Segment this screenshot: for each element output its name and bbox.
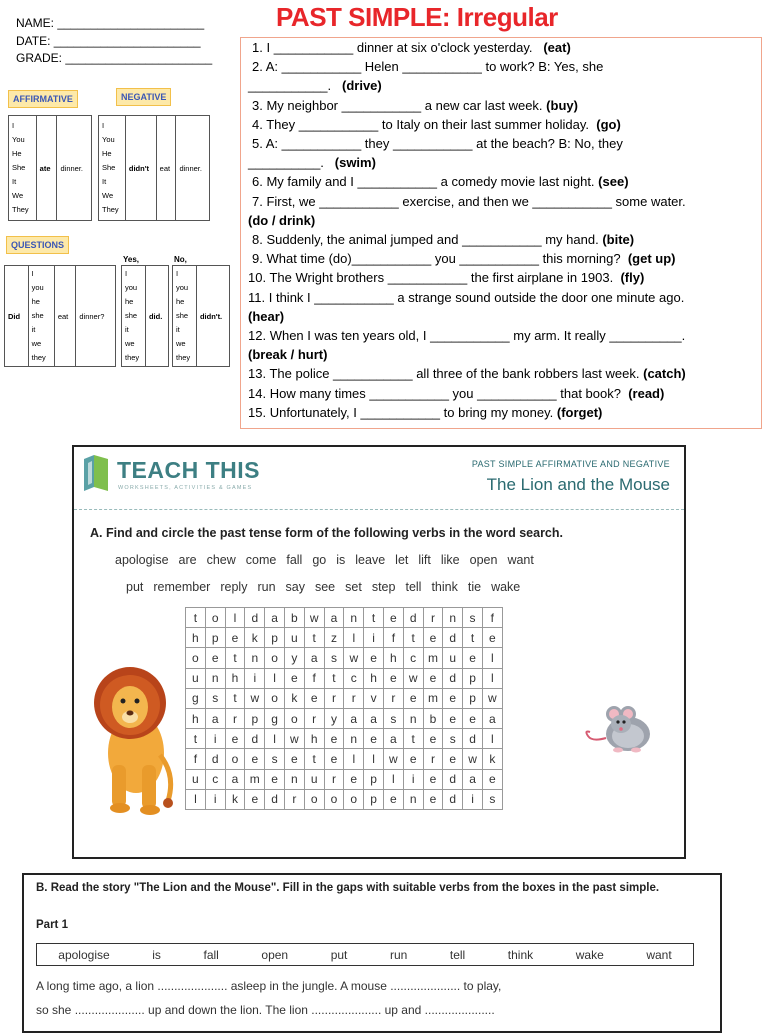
- grid-letter[interactable]: p: [245, 708, 265, 728]
- verb-word: is: [336, 553, 346, 567]
- grid-letter[interactable]: d: [443, 628, 463, 648]
- grid-letter[interactable]: t: [186, 608, 206, 628]
- lion-illustration: [84, 655, 180, 815]
- grid-letter[interactable]: n: [284, 769, 304, 789]
- verb-bank-word: is: [152, 947, 161, 962]
- grid-letter[interactable]: y: [284, 648, 304, 668]
- affirmative-table: [8, 115, 92, 221]
- grid-row: [186, 769, 503, 789]
- grid-letter[interactable]: e: [225, 729, 245, 749]
- grid-letter[interactable]: m: [423, 688, 443, 708]
- grid-letter[interactable]: g: [265, 708, 285, 728]
- grid-letter[interactable]: h: [225, 668, 245, 688]
- grid-letter[interactable]: e: [463, 708, 483, 728]
- verb-word: tell: [405, 580, 422, 594]
- verb-bank-word: open: [261, 947, 289, 962]
- grid-letter[interactable]: t: [403, 729, 423, 749]
- grid-letter[interactable]: e: [344, 769, 364, 789]
- grid-letter[interactable]: i: [205, 729, 225, 749]
- affirmative-object: dinner.: [57, 116, 92, 221]
- grid-letter[interactable]: e: [205, 648, 225, 668]
- grid-letter[interactable]: o: [304, 789, 324, 809]
- exercise-item: 13. The police ___________ all three of the bank robbers last week. (catch): [248, 366, 686, 382]
- exercise-item: 5. A: ___________ they ___________ at the beach? B: No, they: [252, 136, 623, 152]
- grid-letter[interactable]: e: [383, 608, 403, 628]
- grid-letter[interactable]: s: [265, 749, 285, 769]
- teachthis-brand: TEACH THIS: [117, 457, 260, 483]
- verb-bank-word: fall: [203, 947, 219, 962]
- grid-letter[interactable]: w: [463, 749, 483, 769]
- verb-list-row-2: [126, 580, 530, 594]
- grid-row: [186, 628, 503, 648]
- grid-letter[interactable]: e: [482, 769, 502, 789]
- pronoun-list: I You He She It We They: [99, 116, 126, 221]
- grid-letter[interactable]: w: [284, 729, 304, 749]
- grid-letter[interactable]: s: [324, 648, 344, 668]
- verb-bank-word: run: [389, 947, 408, 962]
- grid-letter[interactable]: f: [186, 749, 206, 769]
- grid-letter[interactable]: p: [364, 789, 384, 809]
- verb-word: think: [431, 580, 458, 594]
- exercise-item: 2. A: ___________ Helen ___________ to work? B: Yes, she: [252, 59, 604, 75]
- verb-bank-word: wake: [575, 947, 604, 962]
- grid-letter[interactable]: k: [284, 688, 304, 708]
- date-field-line: DATE: ______________________: [16, 34, 201, 48]
- negative-verb: eat: [156, 116, 176, 221]
- story-title: The Lion and the Mouse: [486, 475, 670, 494]
- grid-letter[interactable]: d: [403, 608, 423, 628]
- part-label: Part 1: [36, 919, 68, 931]
- grid-letter[interactable]: p: [364, 769, 384, 789]
- grid-letter[interactable]: e: [423, 789, 443, 809]
- short-yes-table: [121, 265, 169, 367]
- verb-word: wake: [491, 580, 521, 594]
- grid-letter[interactable]: l: [364, 749, 384, 769]
- grid-letter[interactable]: z: [324, 628, 344, 648]
- verb-word: come: [245, 553, 277, 567]
- grid-letter[interactable]: r: [344, 688, 364, 708]
- grid-letter[interactable]: w: [482, 688, 502, 708]
- grid-letter[interactable]: w: [245, 688, 265, 708]
- grid-row: [186, 608, 503, 628]
- grid-letter[interactable]: t: [225, 688, 245, 708]
- word-search-grid[interactable]: [185, 607, 503, 810]
- exercise-item-continued: (do / drink): [248, 212, 316, 228]
- grid-letter[interactable]: b: [423, 708, 443, 728]
- grid-letter[interactable]: e: [265, 769, 285, 789]
- grid-letter[interactable]: f: [304, 668, 324, 688]
- grid-letter[interactable]: d: [463, 729, 483, 749]
- grid-letter[interactable]: a: [344, 708, 364, 728]
- grid-letter[interactable]: o: [284, 708, 304, 728]
- grid-letter[interactable]: s: [443, 729, 463, 749]
- grid-letter[interactable]: w: [344, 648, 364, 668]
- grid-letter[interactable]: l: [265, 668, 285, 688]
- worksheet-subtitle: PAST SIMPLE AFFIRMATIVE AND NEGATIVE: [471, 459, 670, 469]
- grid-letter[interactable]: s: [482, 789, 502, 809]
- verb-word: open: [469, 553, 498, 567]
- grid-letter[interactable]: t: [304, 628, 324, 648]
- verb-word: say: [285, 580, 305, 594]
- verb-bank-word: think: [507, 947, 534, 962]
- grid-letter[interactable]: c: [344, 668, 364, 688]
- grid-letter[interactable]: u: [304, 769, 324, 789]
- grid-row: [186, 648, 503, 668]
- grid-letter[interactable]: w: [383, 749, 403, 769]
- grade-field-line: GRADE: ______________________: [16, 51, 213, 65]
- grid-letter[interactable]: l: [482, 668, 502, 688]
- grid-letter[interactable]: a: [324, 608, 344, 628]
- exercise-item: 7. First, we ___________ exercise, and then we ___________ some water.: [252, 193, 686, 209]
- grid-letter[interactable]: f: [383, 628, 403, 648]
- exercise-item: 6. My family and I ___________ a comedy movie last night. (see): [252, 174, 629, 190]
- grid-letter[interactable]: e: [423, 729, 443, 749]
- grid-letter[interactable]: r: [324, 688, 344, 708]
- grid-letter[interactable]: e: [443, 708, 463, 728]
- exercise-item-continued: ___________. (drive): [248, 78, 382, 94]
- grid-letter[interactable]: a: [364, 708, 384, 728]
- grid-letter[interactable]: d: [245, 729, 265, 749]
- grid-letter[interactable]: n: [344, 608, 364, 628]
- grid-letter[interactable]: r: [383, 688, 403, 708]
- grid-row: [186, 688, 503, 708]
- story-line-1: A long time ago, a lion ..................... asleep in the jungle. A mouse ..................... to play,: [36, 979, 502, 993]
- question-table: [4, 265, 116, 367]
- grid-letter[interactable]: u: [186, 668, 206, 688]
- verb-word: set: [345, 580, 362, 594]
- verb-list-row-1: [115, 553, 544, 567]
- grid-letter[interactable]: n: [403, 708, 423, 728]
- grid-letter[interactable]: e: [324, 749, 344, 769]
- grid-letter[interactable]: n: [344, 729, 364, 749]
- grid-letter[interactable]: u: [443, 648, 463, 668]
- grid-letter[interactable]: r: [304, 708, 324, 728]
- grid-letter[interactable]: d: [443, 789, 463, 809]
- exercise-item: 14. How many times ___________ you ___________ that book? (read): [248, 385, 665, 401]
- teachthis-tagline: WORKSHEETS, ACTIVITIES & GAMES: [118, 485, 253, 491]
- grid-letter[interactable]: r: [225, 708, 245, 728]
- pronoun-list: I You He She It We They: [9, 116, 37, 221]
- grid-letter[interactable]: l: [383, 769, 403, 789]
- negative-aux: didn't: [125, 116, 156, 221]
- grid-letter[interactable]: a: [205, 708, 225, 728]
- exercise-item: 8. Suddenly, the animal jumped and ___________ my hand. (bite): [252, 232, 635, 248]
- exercise-box: [240, 37, 762, 429]
- grid-letter[interactable]: y: [324, 708, 344, 728]
- grid-letter[interactable]: e: [383, 789, 403, 809]
- pronoun-list: I you he she it we they: [122, 266, 146, 367]
- grid-letter[interactable]: e: [364, 648, 384, 668]
- grid-letter[interactable]: a: [482, 708, 502, 728]
- grid-letter[interactable]: e: [284, 668, 304, 688]
- grid-letter[interactable]: r: [284, 789, 304, 809]
- exercise-item: 1. I ___________ dinner at six o'clock yesterday. (eat): [252, 40, 571, 55]
- grid-letter[interactable]: c: [205, 769, 225, 789]
- grid-letter[interactable]: e: [225, 628, 245, 648]
- verb-bank-word: put: [330, 947, 348, 962]
- grid-letter[interactable]: k: [482, 749, 502, 769]
- grid-letter[interactable]: e: [423, 628, 443, 648]
- verb-word: are: [178, 553, 197, 567]
- question-aux: Did: [5, 266, 29, 367]
- grid-letter[interactable]: s: [383, 708, 403, 728]
- verb-word: let: [395, 553, 409, 567]
- story-line-2: so she ..................... up and down the lion. The lion ..................... up and .....................: [36, 1003, 495, 1017]
- grid-letter[interactable]: u: [186, 769, 206, 789]
- grid-letter[interactable]: e: [403, 749, 423, 769]
- verb-word: see: [314, 580, 336, 594]
- grid-letter[interactable]: l: [186, 789, 206, 809]
- short-no-answer: didn't.: [196, 266, 229, 367]
- grid-letter[interactable]: b: [284, 608, 304, 628]
- teachthis-logo-icon: [82, 453, 114, 493]
- grid-letter[interactable]: o: [205, 608, 225, 628]
- verb-word: put: [126, 580, 144, 594]
- verb-word: lift: [418, 553, 431, 567]
- grid-row: [186, 789, 503, 809]
- verb-bank-word: apologise: [58, 947, 110, 962]
- grid-letter[interactable]: o: [265, 688, 285, 708]
- grid-letter[interactable]: e: [403, 688, 423, 708]
- grid-letter[interactable]: h: [304, 729, 324, 749]
- header-divider: [74, 509, 684, 510]
- verb-word: apologise: [115, 553, 169, 567]
- grid-letter[interactable]: e: [364, 729, 384, 749]
- verb-bank: [36, 943, 694, 966]
- verb-bank-word: tell: [449, 947, 466, 962]
- grid-letter[interactable]: p: [463, 668, 483, 688]
- grid-letter[interactable]: l: [265, 729, 285, 749]
- verb-word: chew: [206, 553, 236, 567]
- grid-letter[interactable]: p: [205, 628, 225, 648]
- grid-letter[interactable]: i: [403, 769, 423, 789]
- grid-letter[interactable]: h: [186, 628, 206, 648]
- grid-letter[interactable]: d: [205, 749, 225, 769]
- grid-letter[interactable]: c: [403, 648, 423, 668]
- verb-word: fall: [286, 553, 303, 567]
- grid-letter[interactable]: d: [443, 769, 463, 789]
- grid-letter[interactable]: m: [245, 769, 265, 789]
- grid-letter[interactable]: a: [463, 769, 483, 789]
- grid-letter[interactable]: e: [284, 749, 304, 769]
- verb-word: leave: [355, 553, 386, 567]
- grid-row: [186, 668, 503, 688]
- grid-letter[interactable]: o: [324, 789, 344, 809]
- affirmative-verb: ate: [36, 116, 57, 221]
- grid-letter[interactable]: s: [205, 688, 225, 708]
- name-field-line: NAME: ______________________: [16, 16, 205, 30]
- grid-letter[interactable]: r: [423, 608, 443, 628]
- grid-letter[interactable]: e: [324, 729, 344, 749]
- grid-letter[interactable]: e: [463, 648, 483, 668]
- word-search-worksheet: [72, 445, 686, 859]
- grid-letter[interactable]: t: [225, 648, 245, 668]
- exercise-item: 3. My neighbor ___________ a new car last week. (buy): [252, 97, 578, 113]
- grid-letter[interactable]: e: [423, 668, 443, 688]
- grid-letter[interactable]: n: [205, 668, 225, 688]
- grid-letter[interactable]: d: [443, 668, 463, 688]
- verb-bank-word: want: [646, 947, 672, 962]
- grid-letter[interactable]: i: [364, 628, 384, 648]
- grid-letter[interactable]: a: [383, 729, 403, 749]
- grid-letter[interactable]: k: [225, 789, 245, 809]
- exercise-item: 4. They ___________ to Italy on their last summer holiday. (go): [252, 116, 621, 132]
- short-yes-answer: did.: [145, 266, 168, 367]
- grid-letter[interactable]: d: [245, 608, 265, 628]
- grid-letter[interactable]: o: [225, 749, 245, 769]
- mouse-illustration: [584, 700, 654, 756]
- grid-letter[interactable]: i: [463, 789, 483, 809]
- grid-letter[interactable]: g: [186, 688, 206, 708]
- grid-letter[interactable]: e: [443, 688, 463, 708]
- grid-letter[interactable]: l: [482, 648, 502, 668]
- exercise-item-continued: __________. (swim): [248, 155, 376, 171]
- verb-word: tie: [467, 580, 482, 594]
- exercise-item: 10. The Wright brothers ___________ the first airplane in 1903. (fly): [248, 270, 645, 286]
- exercise-item: 11. I think I ___________ a strange sound outside the door one minute ago.: [248, 289, 685, 305]
- grid-letter[interactable]: d: [265, 789, 285, 809]
- pronoun-list: I you he she it we they: [28, 266, 54, 367]
- grid-letter[interactable]: a: [265, 608, 285, 628]
- grid-letter[interactable]: r: [324, 769, 344, 789]
- short-no-table: [172, 265, 230, 367]
- grid-letter[interactable]: l: [482, 729, 502, 749]
- grid-letter[interactable]: o: [344, 789, 364, 809]
- grid-letter[interactable]: h: [383, 648, 403, 668]
- grid-letter[interactable]: l: [344, 749, 364, 769]
- verb-word: want: [507, 553, 534, 567]
- question-object: dinner?: [76, 266, 116, 367]
- grid-letter[interactable]: e: [482, 628, 502, 648]
- grid-letter[interactable]: w: [403, 668, 423, 688]
- grid-letter[interactable]: o: [265, 648, 285, 668]
- grid-letter[interactable]: m: [423, 648, 443, 668]
- grid-row: [186, 749, 503, 769]
- grid-letter[interactable]: e: [383, 668, 403, 688]
- grid-letter[interactable]: p: [463, 688, 483, 708]
- grid-letter[interactable]: l: [344, 628, 364, 648]
- verb-word: go: [312, 553, 327, 567]
- grid-letter[interactable]: t: [304, 749, 324, 769]
- grid-letter[interactable]: h: [364, 668, 384, 688]
- grid-letter[interactable]: h: [186, 708, 206, 728]
- yes-label: Yes,: [123, 255, 140, 264]
- grid-letter[interactable]: n: [443, 608, 463, 628]
- section-b-instructions: B. Read the story "The Lion and the Mouse". Fill in the gaps with suitable verbs from the boxes in the past simple.: [36, 882, 660, 894]
- question-verb: eat: [54, 266, 76, 367]
- grid-letter[interactable]: e: [245, 789, 265, 809]
- grid-row: [186, 729, 503, 749]
- grid-letter[interactable]: s: [463, 608, 483, 628]
- grid-letter[interactable]: e: [245, 749, 265, 769]
- exercise-item: 9. What time (do)___________ you ___________ this morning? (get up): [252, 251, 676, 267]
- grid-letter[interactable]: n: [245, 648, 265, 668]
- verb-word: reply: [220, 580, 248, 594]
- exercise-item: 15. Unfortunately, I ___________ to bring my money. (forget): [248, 404, 603, 420]
- affirmative-tag: AFFIRMATIVE: [8, 90, 78, 108]
- grid-letter[interactable]: l: [225, 608, 245, 628]
- grid-letter[interactable]: p: [265, 628, 285, 648]
- exercise-item-continued: (break / hurt): [248, 347, 328, 363]
- grid-letter[interactable]: o: [186, 648, 206, 668]
- exercise-item: 12. When I was ten years old, I ___________ my arm. It really __________.: [248, 328, 686, 344]
- grid-letter[interactable]: e: [423, 769, 443, 789]
- story-gap-fill-section: [22, 873, 722, 1033]
- section-a-instructions: A. Find and circle the past tense form of the following verbs in the word search.: [90, 526, 563, 540]
- grid-letter[interactable]: n: [403, 789, 423, 809]
- grid-letter[interactable]: w: [304, 608, 324, 628]
- grid-letter[interactable]: a: [225, 769, 245, 789]
- grid-letter[interactable]: t: [364, 608, 384, 628]
- grid-letter[interactable]: t: [186, 729, 206, 749]
- exercise-item-continued: (hear): [248, 308, 285, 324]
- grid-row: [186, 708, 503, 728]
- grid-letter[interactable]: e: [304, 688, 324, 708]
- grid-letter[interactable]: u: [284, 628, 304, 648]
- negative-object: dinner.: [176, 116, 210, 221]
- grid-letter[interactable]: e: [443, 749, 463, 769]
- questions-tag: QUESTIONS: [6, 236, 69, 254]
- grid-letter[interactable]: t: [403, 628, 423, 648]
- pronoun-list: I you he she it we they: [173, 266, 197, 367]
- verb-word: remember: [153, 580, 211, 594]
- grid-letter[interactable]: f: [482, 608, 502, 628]
- no-label: No,: [174, 255, 187, 264]
- verb-word: step: [371, 580, 396, 594]
- grid-letter[interactable]: i: [205, 789, 225, 809]
- negative-table: [98, 115, 210, 221]
- grid-letter[interactable]: k: [245, 628, 265, 648]
- verb-word: run: [257, 580, 276, 594]
- grid-letter[interactable]: a: [304, 648, 324, 668]
- grid-letter[interactable]: r: [423, 749, 443, 769]
- grid-letter[interactable]: t: [324, 668, 344, 688]
- grid-letter[interactable]: v: [364, 688, 384, 708]
- negative-tag: NEGATIVE: [116, 88, 171, 106]
- page-title: PAST SIMPLE: Irregular: [276, 2, 558, 32]
- verb-word: like: [440, 553, 460, 567]
- grid-letter[interactable]: i: [245, 668, 265, 688]
- grid-letter[interactable]: t: [463, 628, 483, 648]
